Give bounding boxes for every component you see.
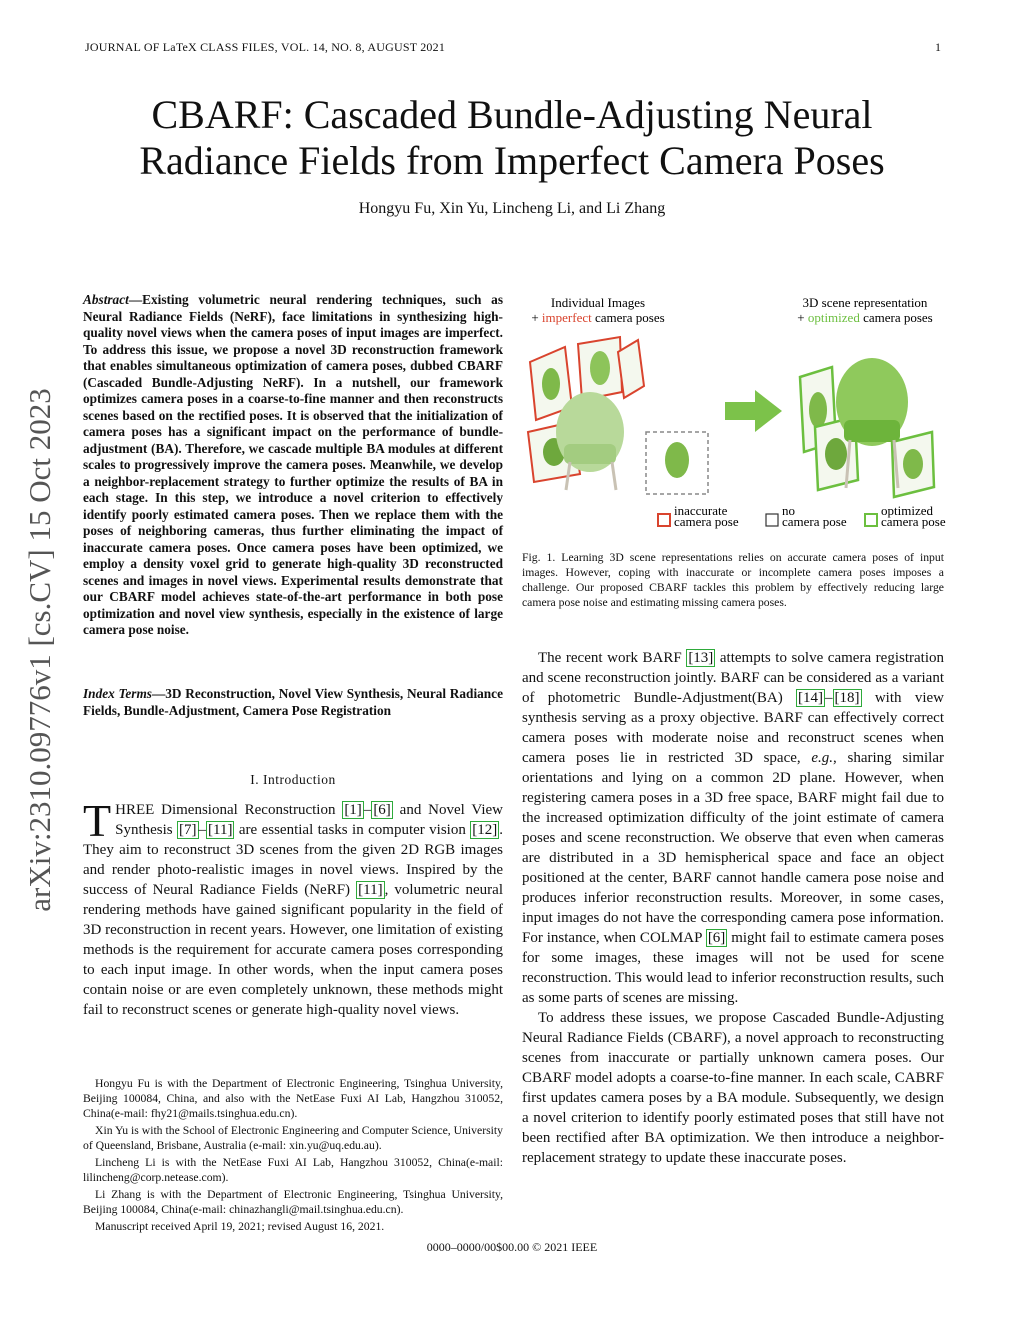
copyright-notice: 0000–0000/00$00.00 © 2021 IEEE — [426, 1240, 598, 1254]
body-emphasis: e.g. — [811, 750, 834, 766]
body-text: with view synthesis serving as a proxy objective. BARF can effectively correct camera poses with moderate noise and reconstruct scenes when camera poses lie in restricted 3D space, — [522, 690, 944, 766]
svg-text:camera pose: camera pose — [782, 514, 847, 529]
title-line-1: CBARF: Cascaded Bundle-Adjusting Neural — [151, 92, 873, 137]
figure-illustration — [520, 292, 950, 532]
svg-text:camera pose: camera pose — [674, 514, 739, 529]
footnote: Hongyu Fu is with the Department of Electronic Engineering, Tsinghua University, Beijing 100084, China, and also with the NetEase Fuxi AI Lab, Hangzhou 310052, China(e-mail: fhy21@mails.tsinghua.edu.cn). — [83, 1077, 503, 1120]
citation-link[interactable]: [11] — [208, 822, 233, 838]
body-text: The recent work BARF — [538, 650, 687, 666]
svg-text:camera pose: camera pose — [881, 514, 946, 529]
intro-lead: HREE — [115, 802, 155, 818]
inaccurate-pose-frame — [578, 337, 622, 400]
svg-text:optimized: optimized — [881, 503, 933, 518]
legend-no-pose — [766, 503, 847, 529]
paragraph: To address these issues, we propose Cascaded Bundle-Adjusting Neural Radiance Fields (CBARF), a novel approach to reconstructing scenes from inaccurate or partially unknown camera poses. Our CBARF model adopts a coarse-to-fine manner. In each scale, CABRF first updates camera poses by a BA module. Subsequently, we design a novel criterion to identify poorly estimated poses that still have not been rectified after BA optimization. We then introduce a neighbor-replacement strategy to update these inaccurate poses. — [522, 1010, 944, 1166]
title-line-2: Radiance Fields from Imperfect Camera Poses — [139, 138, 885, 183]
intro-paragraph — [83, 795, 504, 1020]
citation-link[interactable]: [7] — [179, 822, 197, 838]
figure-1 — [520, 292, 950, 532]
body-dash: – — [825, 690, 833, 706]
arxiv-id: arXiv:2310.09776v1 [cs.CV] 15 Oct 2023 — [22, 388, 57, 912]
intro-dash: – — [363, 802, 372, 818]
citation-link[interactable]: [1] — [344, 802, 362, 818]
right-column-text — [522, 648, 944, 1168]
footnote: Xin Yu is with the School of Electronic Engineering and Computer Science, University of Queensland, Brisbane, Australia (e-mail: xin.yu@uq.edu.au). — [83, 1124, 503, 1152]
paragraph — [522, 648, 944, 1008]
section-heading: I. Introduction — [250, 772, 336, 787]
fig-right-subtitle: + optimized camera poses — [797, 310, 933, 325]
abstract-text: Existing volumetric neural rendering techniques, such as Neural Radiance Fields (NeRF), face limitations in synthesizing high-quality novel views when the camera poses of input images are imperfect. To address this issue, we propose a novel 3D reconstruction framework that enables simultaneous optimization of camera poses, dubbed CBARF (Cascaded Bundle-Adjusting NeRF). In a nutshell, our framework optimizes camera poses in a coarse-to-fine manner and then reconstructs scenes based on the rectified poses. It is observed that the initialization of camera poses has a significant impact on the performance of bundle-adjustment (BA). Therefore, we cascade multiple BA modules at different scales to progressively improve the camera poses. Meanwhile, we develop a neighbor-replacement strategy to further optimize the results of BA in each stage. In this step, we introduce a novel criterion to effectively identify poorly estimated camera poses. Then we replace them with the poses of neighboring cameras, thus further eliminating the impact of inaccurate camera poses. Once camera poses have been optimized, we employ a density voxel grid to generate high-quality 3D reconstructed scenes and images in novel views. Experimental results demonstrate that our CBARF model achieves state-of-the-art performance in both pose optimization and novel view synthesis, especially in the existence of large camera pose noise. — [83, 292, 503, 637]
abstract-label: Abstract — [83, 292, 129, 307]
index-terms: Index Terms—3D Reconstruction, Novel View Synthesis, Neural Radiance Fields, Bundle-Adjustment, Camera Pose Registration — [83, 686, 503, 718]
body-text: might fail to estimate camera poses for some images, these images will not be used for scene reconstruction. This would lead to inferior reconstruction results, such as some parts of scenes are missing. — [522, 930, 945, 1006]
body-text: attempts to solve camera registration and scene reconstruction jointly. BARF can be considered as a variant of photometric Bundle-Adjustment(BA) — [522, 650, 944, 706]
legend-inaccurate — [658, 503, 739, 529]
svg-text:no: no — [782, 503, 795, 518]
index-terms-text: 3D Reconstruction, Novel View Synthesis, Neural Radiance Fields, Bundle-Adjustment, Camera Pose Registration — [83, 686, 503, 718]
intro-text: Dimensional Reconstruction — [154, 802, 343, 818]
citation-link[interactable]: [18] — [834, 690, 860, 706]
citation-link[interactable]: [6] — [707, 930, 726, 946]
figure-caption: Fig. 1. Learning 3D scene representations relies on accurate camera poses of input images. However, coping with inaccurate or incomplete camera poses imposes a challenge. Our proposed CBARF tackles this problem by effectively reducing large camera pose noise and estimating missing camera poses. — [522, 551, 944, 609]
citation-link[interactable]: [12] — [472, 822, 498, 838]
chair-image-right — [836, 358, 908, 488]
footnotes — [83, 1076, 503, 1236]
running-header: JOURNAL OF LaTeX CLASS FILES, VOL. 14, NO. 8, AUGUST 2021 — [85, 40, 446, 54]
intro-text: are essential tasks in computer vision — [234, 822, 471, 838]
citation-link[interactable]: [14] — [798, 690, 824, 706]
citation-link[interactable]: [11] — [358, 882, 383, 898]
citation-link[interactable]: [13] — [688, 650, 714, 666]
footnote: Lincheng Li is with the NetEase Fuxi AI Lab, Hangzhou 310052, China(e-mail: lilincheng@corp.netease.com). — [83, 1156, 503, 1184]
intro-text: , volumetric neural rendering methods have gained significant popularity in the field of 3D reconstruction in recent years. However, one limitation of existing methods is the requirement for accurate camera poses corresponding to each input image. In other words, when the input camera poses contain noise or are even completely unknown, these methods might fail to reconstruct scenes or generate high-quality novel views. — [83, 882, 503, 1018]
no-pose-frame — [646, 432, 708, 494]
inaccurate-pose-frame — [618, 340, 644, 398]
svg-text:inaccurate: inaccurate — [674, 503, 728, 518]
body-text: , sharing similar orientations and lying on a common 2D plane. However, when registering camera poses in a 3D free space, BARF might fail due to the increased optimization difficulty of the joint estimate of camera poses and scene reconstruction. We observe that even when cameras are distributed in a 3D hemispherical space and face an object positioned at the center, BARF cannot handle camera pose noise and produces inferior reconstruction results. Moreover, in some cases, input images do not have the corresponding camera pose information. For instance, when COLMAP — [522, 750, 944, 946]
arrow-icon — [725, 390, 782, 432]
intro-text: and Novel View Synthesis — [115, 802, 504, 838]
paper-title — [60, 92, 964, 184]
fig-left-title: Individual Images — [550, 295, 646, 310]
citation-link[interactable]: [6] — [373, 802, 391, 818]
footnote: Manuscript received April 19, 2021; revised August 16, 2021. — [95, 1220, 385, 1233]
abstract: Abstract—Existing volumetric neural rendering techniques, such as Neural Radiance Fields (NeRF), face limitations in synthesizing high-quality novel views when the camera poses of input images are imperfect. To address this issue, we propose a novel 3D reconstruction framework that enables simultaneous optimization of camera poses, dubbed CBARF (Cascaded Bundle-Adjusting NeRF). In a nutshell, our framework optimizes camera poses in a coarse-to-fine manner and then reconstructs scenes based on the rectified poses. It is observed that the initialization of camera poses has a significant impact on the performance of bundle-adjustment (BA). Therefore, we cascade multiple BA modules at different scales to progressively improve the camera poses. Meanwhile, we develop a neighbor-replacement strategy to further optimize the results of BA in each stage. In this step, we introduce a novel criterion to effectively identify poorly estimated camera poses. Then we replace them with the poses of neighboring cameras, thus further eliminating the impact of inaccurate camera poses. Once camera poses have been optimized, we employ a density voxel grid to generate high-quality 3D reconstructed scenes and images in novel views. Experimental results demonstrate that our CBARF model achieves state-of-the-art performance in both pose optimization and novel view synthesis, especially in the existence of large camera pose noise. — [83, 292, 503, 637]
page-number: 1 — [935, 40, 941, 54]
fig-left-subtitle: + imperfect camera poses — [531, 310, 665, 325]
fig-right-title: 3D scene representation — [802, 295, 928, 310]
legend-optimized — [865, 503, 946, 529]
intro-dash: – — [198, 822, 207, 838]
footnote: Li Zhang is with the Department of Electronic Engineering, Tsinghua University, Beijing 100084, China(e-mail: chinazhangli@mail.tsinghua.edu.cn). — [83, 1188, 503, 1216]
arxiv-stamp — [10, 350, 70, 950]
intro-text: . They aim to reconstruct 3D scenes from the given 2D RGB images and render photo-realistic images in novel views. Inspired by the success of Neural Radiance Fields (NeRF) — [83, 822, 503, 898]
index-terms-label: Index Terms — [83, 686, 152, 701]
author-list: Hongyu Fu, Xin Yu, Lincheng Li, and Li Zhang — [358, 200, 666, 217]
dropcap: T — [83, 795, 112, 846]
